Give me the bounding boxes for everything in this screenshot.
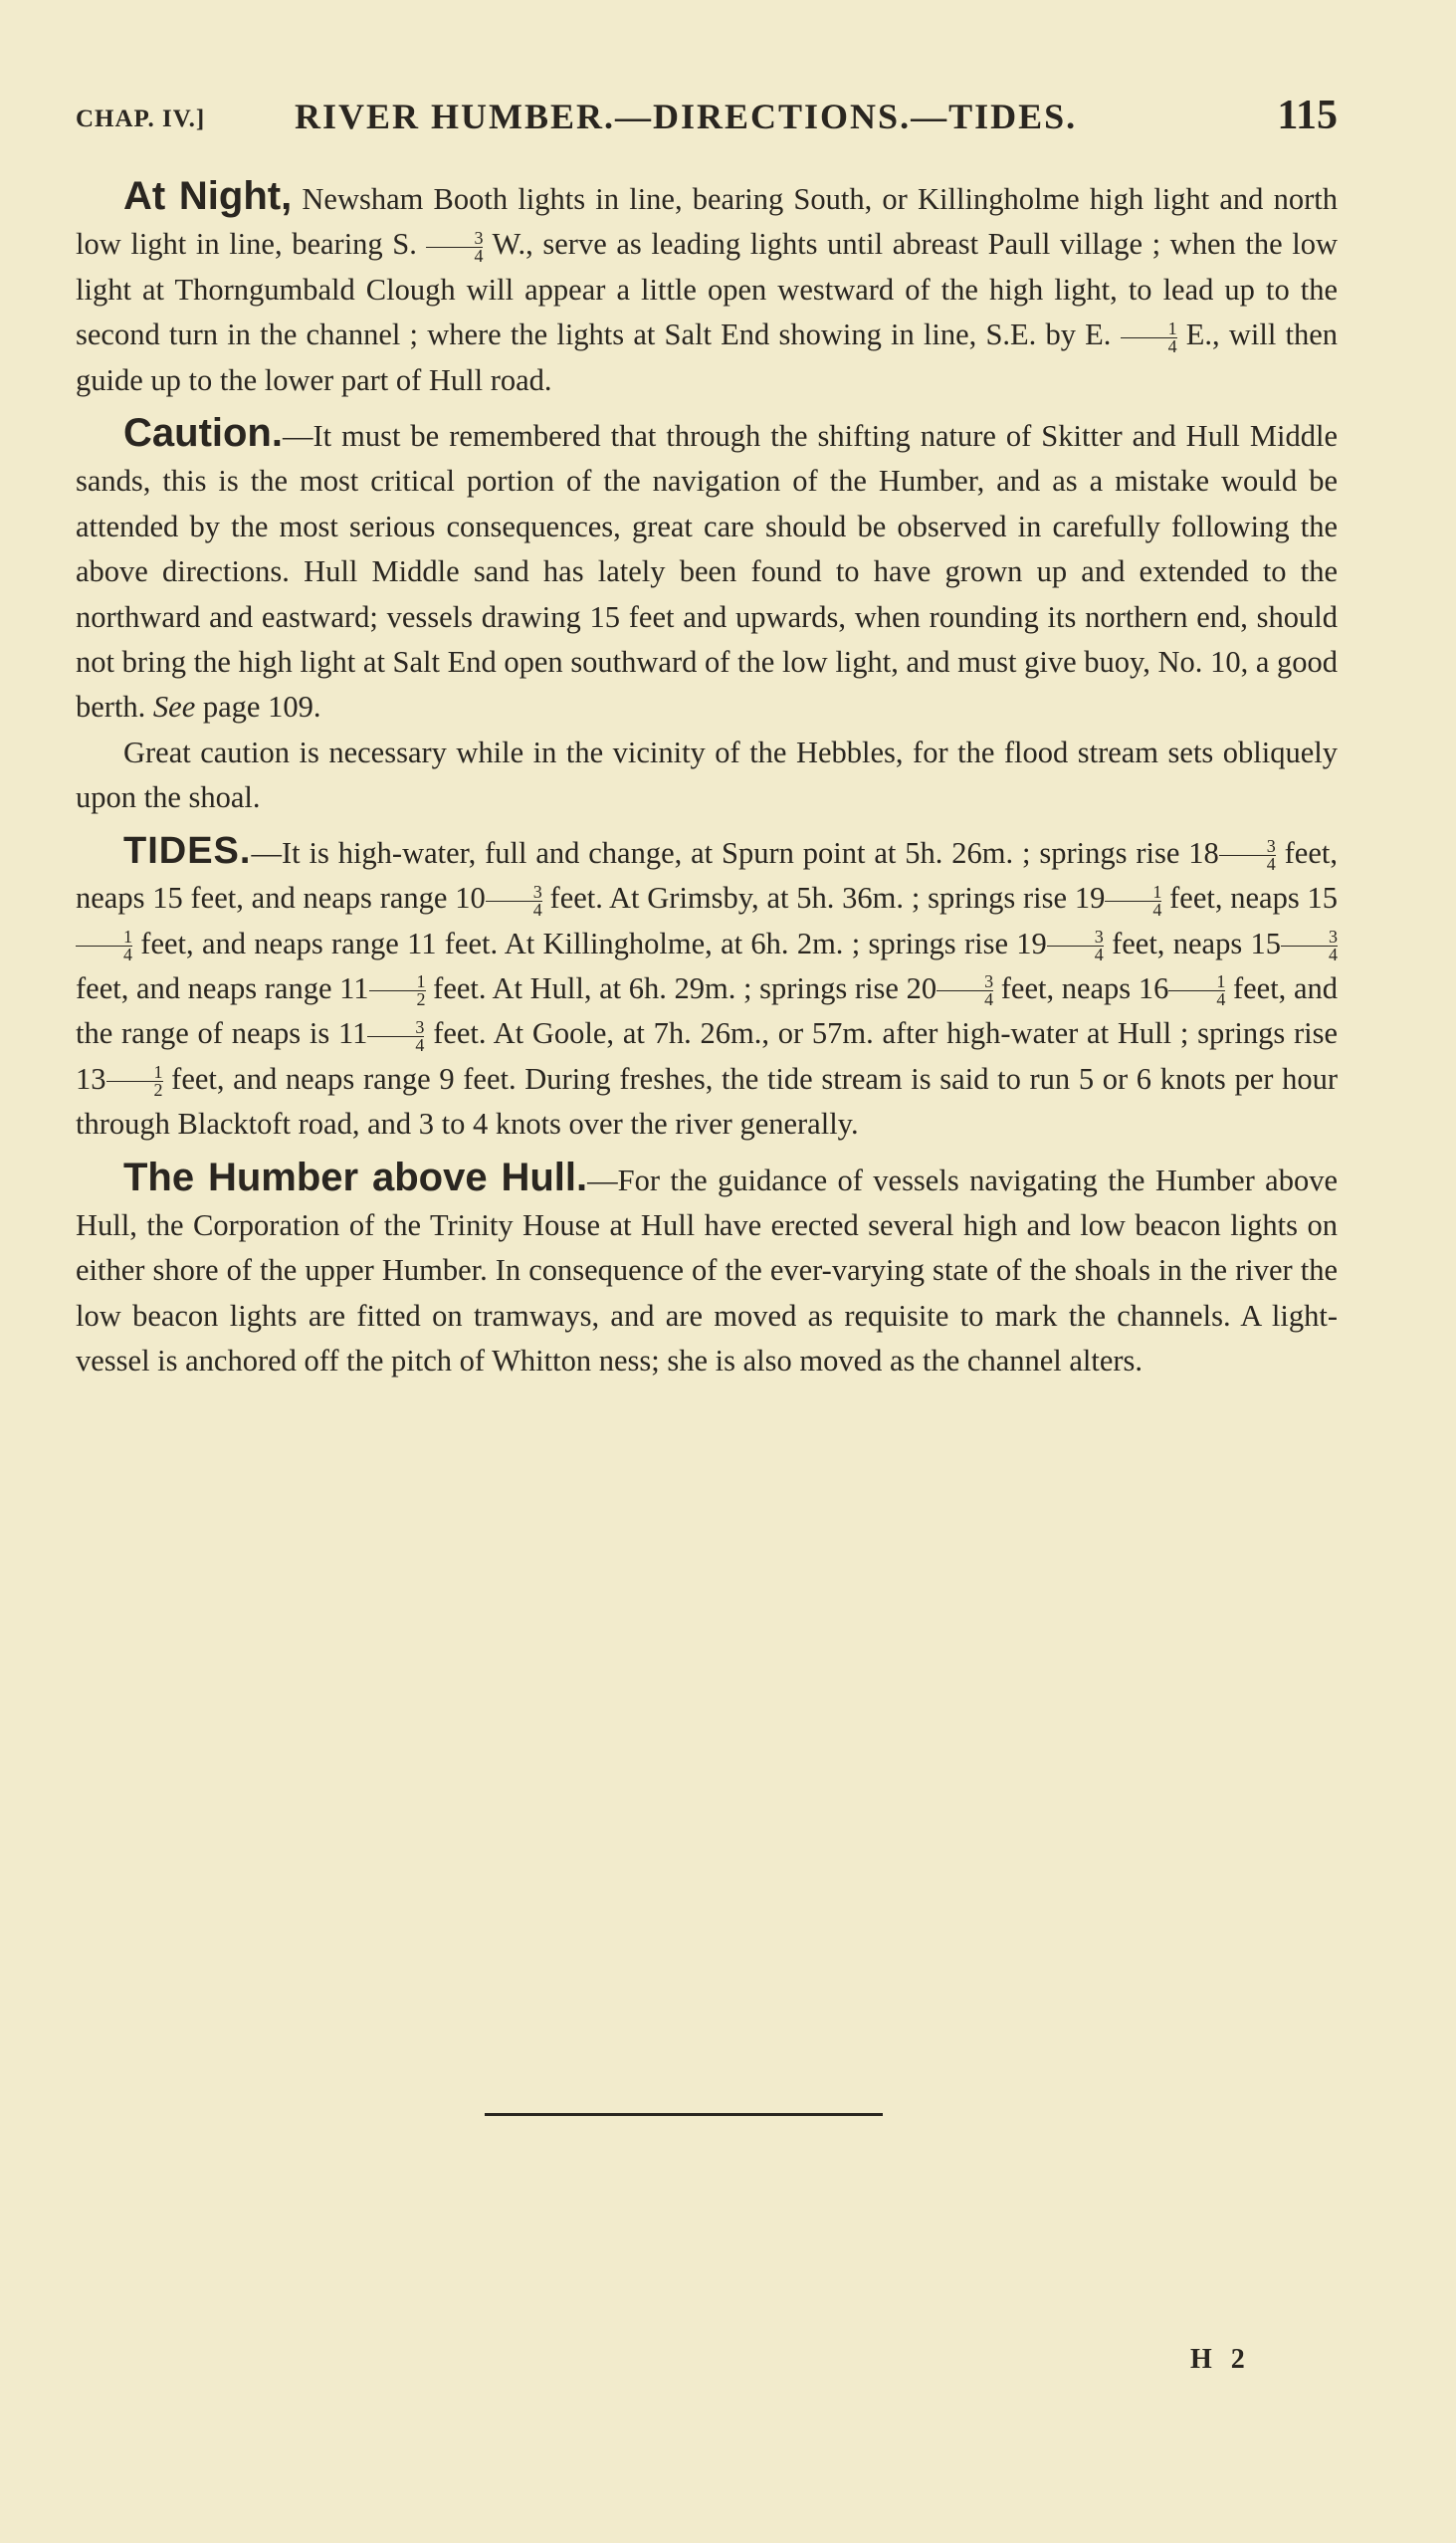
fraction-denominator: 2	[416, 989, 426, 1010]
paragraph-text: feet, neaps 15 feet, and neaps range 10	[76, 835, 1338, 916]
fraction	[369, 973, 426, 1008]
paragraph-humber-above-hull	[76, 1156, 1338, 1384]
paragraph-text: feet. At Grimsby, at 5h. 36m. ; springs rise 19	[541, 881, 1106, 916]
fraction-denominator: 4	[1152, 899, 1162, 920]
paragraph-heading: At Night,	[123, 174, 293, 218]
page-number: 115	[1277, 93, 1338, 138]
paragraph-great-caution	[76, 731, 1338, 821]
fraction-denominator: 4	[1094, 945, 1104, 964]
paragraph-text: feet, and neaps range 11	[76, 970, 369, 1005]
fraction-denominator: 2	[153, 1080, 163, 1101]
fraction-numerator: 1	[1105, 884, 1161, 902]
fraction-denominator: 4	[984, 989, 994, 1010]
paragraph-heading: Caution.	[123, 411, 283, 456]
fraction-numerator: 3	[1219, 838, 1276, 856]
fraction-numerator: 1	[1121, 320, 1177, 338]
paragraph-text: feet, and the range of neaps is 11	[76, 970, 1338, 1051]
paragraph-text: page 109.	[195, 690, 321, 725]
paragraph-text: —It must be remembered that through the shifting nature of Skitter and Hull Middle sands, this is the most critical portion of the navigation of the Humber, and as a mistake would be attended by the most serious consequences, great care should be observed in carefully following the above directions. Hull Middle sand has lately been found to have grown up and extended to the northward and eastward; vessels drawing 15 feet and upwards, when rounding its northern end, should not bring the high light at Salt End open southward of the low light, and must give buoy, No. 10, a good berth.	[76, 419, 1338, 725]
paragraph-text: Newsham Booth lights in line, bearing South, or Killingholme high light and north low light in line, bearing S.	[76, 182, 1339, 262]
chapter-label: CHAP. IV.]	[76, 106, 206, 132]
paragraph-text: feet. At Goole, at 7h. 26m., or 57m. after high-water at Hull ; springs rise 13	[76, 1016, 1339, 1096]
paragraph-text: feet, and neaps range 9 feet. During freshes, the tide stream is said to run 5 or 6 knots per hour through Blacktoft road, and 3 to 4 knots over the river generally.	[76, 1061, 1338, 1142]
fraction	[1105, 881, 1162, 920]
fraction-numerator: 3	[1281, 929, 1338, 947]
paragraph-text: feet, and neaps range 11 feet. At Killingholme, at 6h. 2m. ; springs rise 19	[132, 926, 1047, 960]
fraction	[1281, 929, 1338, 963]
fraction-numerator: 3	[1047, 929, 1104, 947]
fraction-numerator: 3	[936, 973, 993, 991]
fraction	[1168, 973, 1225, 1008]
fraction-denominator: 4	[1216, 989, 1226, 1010]
fraction	[367, 1016, 425, 1055]
paragraph-text: feet. At Hull, at 6h. 29m. ; springs rise 20	[425, 970, 937, 1005]
fraction-numerator: 1	[1168, 973, 1225, 991]
fraction	[1047, 929, 1104, 963]
paragraph-at-night	[76, 174, 1338, 403]
paragraph-text: E., will then guide up to the lower part of Hull road.	[76, 318, 1338, 397]
see-reference: See	[152, 690, 196, 725]
fraction	[76, 929, 132, 963]
paragraph-tides	[76, 829, 1338, 1148]
paragraph-caution	[76, 411, 1338, 731]
paragraph-text: —It is high-water, full and change, at Spurn point at 5h. 26m. ; springs rise 18	[251, 835, 1219, 870]
fraction	[936, 973, 993, 1008]
fraction-numerator: 1	[369, 973, 426, 991]
paragraph-heading: TIDES.	[123, 829, 252, 872]
fraction	[1219, 838, 1276, 873]
fraction	[426, 227, 484, 266]
paragraph-text: feet, neaps 15	[1161, 881, 1338, 916]
paragraph-text: —For the guidance of vessels navigating the Humber above Hull, the Corporation of the Trinity House at Hull have erected several high and low beacon lights on either shore of the upper Humber. In consequence of the ever-varying state of the shoals in the river the low beacon lights are fitted on tramways, and are moved as requisite to mark the channels. A light-vessel is anchored off the pitch of Whitton ness; she is also moved as the channel alters.	[76, 1163, 1338, 1378]
fraction-denominator: 4	[1167, 335, 1177, 356]
fraction-numerator: 1	[76, 929, 132, 947]
fraction-denominator: 4	[532, 899, 542, 920]
fraction-denominator: 4	[123, 945, 132, 964]
running-title: RIVER HUMBER.—DIRECTIONS.—TIDES.	[295, 97, 1078, 136]
fraction-denominator: 4	[1329, 945, 1338, 964]
fraction-denominator: 4	[415, 1034, 425, 1055]
running-head	[76, 92, 1338, 141]
paragraph-text: feet, neaps 16	[993, 970, 1169, 1005]
fraction-numerator: 1	[106, 1064, 163, 1082]
fraction-denominator: 4	[474, 245, 484, 266]
paragraph-text: W., serve as leading lights until abreast Paull village ; when the low light at Thorngumbald Clough will appear a little open westward of the high light, to lead up to the second turn in the channel ; where the lights at Salt End showing in line, S.E. by E.	[76, 227, 1338, 352]
body-text	[76, 174, 1338, 1384]
fraction-denominator: 4	[1266, 854, 1276, 875]
fraction-numerator: 3	[367, 1019, 424, 1037]
fraction	[1121, 320, 1177, 355]
paragraph-text: Great caution is necessary while in the vicinity of the Hebbles, for the flood stream sets obliquely upon the shoal.	[76, 735, 1338, 815]
paragraph-text: feet, neaps 15	[1103, 926, 1281, 960]
fraction-numerator: 3	[426, 230, 483, 248]
paragraph-heading: The Humber above Hull.	[123, 1155, 588, 1199]
section-end-rule	[485, 2113, 883, 2116]
fraction-numerator: 3	[486, 884, 542, 902]
fraction	[106, 1064, 163, 1099]
signature-mark: H 2	[1190, 2344, 1251, 2375]
fraction	[486, 881, 542, 920]
